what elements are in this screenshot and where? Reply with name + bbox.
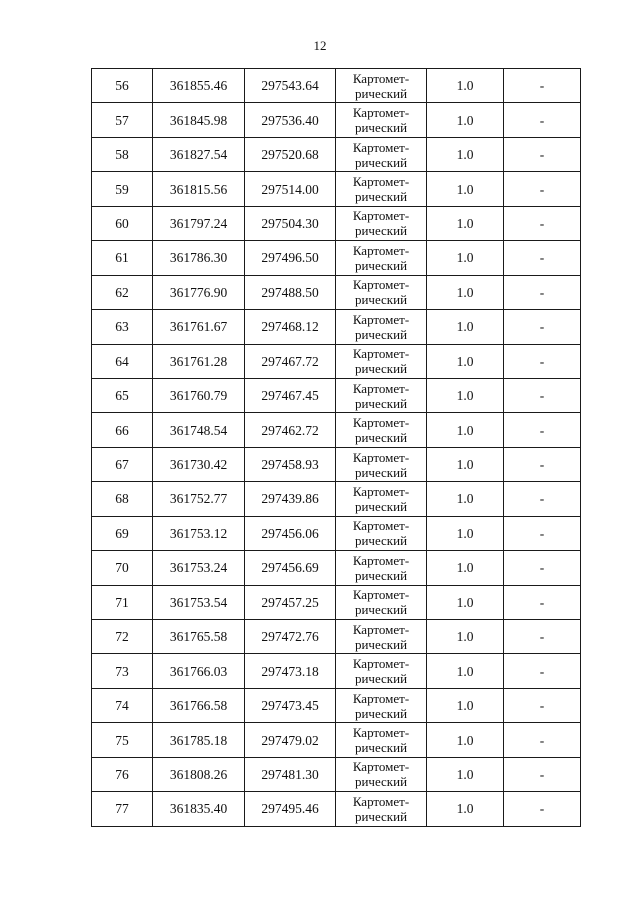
y-coordinate-cell: 297457.25 — [245, 585, 336, 619]
method-text-line: Картомет- — [352, 242, 410, 258]
note-cell: - — [504, 378, 581, 412]
x-coordinate-cell: 361753.24 — [153, 551, 245, 585]
x-coordinate-cell: 361815.56 — [153, 172, 245, 206]
y-coordinate-cell: 297481.30 — [245, 757, 336, 791]
x-coordinate-cell: 361845.98 — [153, 103, 245, 137]
table-row — [92, 688, 581, 722]
method-cell — [336, 482, 427, 516]
accuracy-cell: 1.0 — [427, 378, 504, 412]
x-coordinate-cell: 361730.42 — [153, 447, 245, 481]
method-text-line: рический — [354, 430, 408, 446]
method-text-line: рический — [354, 154, 408, 170]
table-row — [92, 516, 581, 550]
note-cell: - — [504, 310, 581, 344]
page-number: 12 — [313, 38, 327, 53]
point-number-cell: 72 — [92, 620, 153, 654]
note-cell: - — [504, 172, 581, 206]
y-coordinate-cell: 297458.93 — [245, 447, 336, 481]
note-cell: - — [504, 516, 581, 550]
method-cell — [336, 447, 427, 481]
note-cell: - — [504, 482, 581, 516]
y-coordinate-cell: 297467.72 — [245, 344, 336, 378]
accuracy-cell: 1.0 — [427, 585, 504, 619]
accuracy-cell: 1.0 — [427, 482, 504, 516]
table-row — [92, 310, 581, 344]
table-row — [92, 723, 581, 757]
accuracy-cell: 1.0 — [427, 447, 504, 481]
table-row — [92, 241, 581, 275]
method-cell — [336, 206, 427, 240]
note-cell: - — [504, 103, 581, 137]
y-coordinate-cell: 297468.12 — [245, 310, 336, 344]
accuracy-cell: 1.0 — [427, 620, 504, 654]
method-text-line: Картомет- — [352, 793, 410, 809]
method-text-line: рический — [354, 636, 408, 652]
table-row — [92, 654, 581, 688]
point-number-cell: 73 — [92, 654, 153, 688]
accuracy-cell: 1.0 — [427, 723, 504, 757]
y-coordinate-cell: 297520.68 — [245, 137, 336, 171]
method-text-line: рический — [354, 189, 408, 205]
x-coordinate-cell: 361753.54 — [153, 585, 245, 619]
x-coordinate-cell: 361785.18 — [153, 723, 245, 757]
table-row — [92, 482, 581, 516]
coordinates-table — [91, 68, 581, 827]
table-row — [92, 172, 581, 206]
method-text-line: Картомет- — [352, 656, 410, 672]
y-coordinate-cell: 297456.69 — [245, 551, 336, 585]
point-number-cell: 56 — [92, 69, 153, 103]
y-coordinate-cell: 297543.64 — [245, 69, 336, 103]
method-cell — [336, 241, 427, 275]
note-cell: - — [504, 413, 581, 447]
point-number-cell: 58 — [92, 137, 153, 171]
accuracy-cell: 1.0 — [427, 344, 504, 378]
table-row — [92, 620, 581, 654]
method-text-line: рический — [354, 774, 408, 790]
method-text-line: рический — [354, 705, 408, 721]
method-text-line: Картомет- — [352, 449, 410, 465]
method-cell — [336, 792, 427, 826]
note-cell: - — [504, 275, 581, 309]
method-text-line: рический — [354, 602, 408, 618]
method-text-line: Картомет- — [352, 174, 410, 190]
x-coordinate-cell: 361752.77 — [153, 482, 245, 516]
note-cell: - — [504, 344, 581, 378]
method-text-line: рический — [354, 223, 408, 239]
point-number-cell: 57 — [92, 103, 153, 137]
method-text-line: рический — [354, 292, 408, 308]
point-number-cell: 62 — [92, 275, 153, 309]
accuracy-cell: 1.0 — [427, 757, 504, 791]
point-number-cell: 59 — [92, 172, 153, 206]
note-cell: - — [504, 69, 581, 103]
x-coordinate-cell: 361766.03 — [153, 654, 245, 688]
point-number-cell: 64 — [92, 344, 153, 378]
method-text-line: Картомет- — [352, 518, 410, 534]
x-coordinate-cell: 361748.54 — [153, 413, 245, 447]
point-number-cell: 74 — [92, 688, 153, 722]
x-coordinate-cell: 361765.58 — [153, 620, 245, 654]
method-cell — [336, 378, 427, 412]
method-text-line: рический — [354, 533, 408, 549]
x-coordinate-cell: 361761.28 — [153, 344, 245, 378]
y-coordinate-cell: 297514.00 — [245, 172, 336, 206]
method-text-line: Картомет- — [352, 380, 410, 396]
method-text-line: рический — [354, 740, 408, 756]
y-coordinate-cell: 297456.06 — [245, 516, 336, 550]
method-cell — [336, 172, 427, 206]
note-cell: - — [504, 241, 581, 275]
table-row — [92, 792, 581, 826]
point-number-cell: 63 — [92, 310, 153, 344]
note-cell: - — [504, 447, 581, 481]
accuracy-cell: 1.0 — [427, 516, 504, 550]
point-number-cell: 71 — [92, 585, 153, 619]
method-text-line: Картомет- — [352, 208, 410, 224]
accuracy-cell: 1.0 — [427, 688, 504, 722]
method-cell — [336, 516, 427, 550]
accuracy-cell: 1.0 — [427, 69, 504, 103]
point-number-cell: 61 — [92, 241, 153, 275]
x-coordinate-cell: 361753.12 — [153, 516, 245, 550]
method-text-line: Картомет- — [352, 621, 410, 637]
note-cell: - — [504, 551, 581, 585]
method-cell — [336, 69, 427, 103]
method-cell — [336, 757, 427, 791]
note-cell: - — [504, 206, 581, 240]
accuracy-cell: 1.0 — [427, 172, 504, 206]
y-coordinate-cell: 297472.76 — [245, 620, 336, 654]
method-cell — [336, 620, 427, 654]
note-cell: - — [504, 688, 581, 722]
y-coordinate-cell: 297479.02 — [245, 723, 336, 757]
method-text-line: Картомет- — [352, 690, 410, 706]
x-coordinate-cell: 361808.26 — [153, 757, 245, 791]
table-row — [92, 275, 581, 309]
table-row — [92, 413, 581, 447]
x-coordinate-cell: 361766.58 — [153, 688, 245, 722]
method-text-line: Картомет- — [352, 277, 410, 293]
accuracy-cell: 1.0 — [427, 241, 504, 275]
point-number-cell: 76 — [92, 757, 153, 791]
method-cell — [336, 344, 427, 378]
point-number-cell: 69 — [92, 516, 153, 550]
method-text-line: Картомет- — [352, 483, 410, 499]
note-cell: - — [504, 757, 581, 791]
y-coordinate-cell: 297495.46 — [245, 792, 336, 826]
method-text-line: рический — [354, 326, 408, 342]
method-text-line: рический — [354, 671, 408, 687]
method-text-line: Картомет- — [352, 70, 410, 86]
method-text-line: рический — [354, 498, 408, 514]
table-row — [92, 206, 581, 240]
x-coordinate-cell: 361786.30 — [153, 241, 245, 275]
x-coordinate-cell: 361761.67 — [153, 310, 245, 344]
method-cell — [336, 310, 427, 344]
y-coordinate-cell: 297536.40 — [245, 103, 336, 137]
table-row — [92, 344, 581, 378]
accuracy-cell: 1.0 — [427, 654, 504, 688]
note-cell: - — [504, 792, 581, 826]
y-coordinate-cell: 297462.72 — [245, 413, 336, 447]
method-text-line: Картомет- — [352, 587, 410, 603]
table-row — [92, 757, 581, 791]
method-text-line: рический — [354, 464, 408, 480]
coordinates-table-body — [92, 69, 581, 827]
method-cell — [336, 551, 427, 585]
method-text-line: Картомет- — [352, 311, 410, 327]
accuracy-cell: 1.0 — [427, 275, 504, 309]
note-cell: - — [504, 137, 581, 171]
method-text-line: Картомет- — [352, 415, 410, 431]
method-cell — [336, 723, 427, 757]
table-row — [92, 378, 581, 412]
point-number-cell: 67 — [92, 447, 153, 481]
y-coordinate-cell: 297488.50 — [245, 275, 336, 309]
method-text-line: Картомет- — [352, 346, 410, 362]
x-coordinate-cell: 361827.54 — [153, 137, 245, 171]
x-coordinate-cell: 361760.79 — [153, 378, 245, 412]
method-cell — [336, 275, 427, 309]
method-text-line: Картомет- — [352, 105, 410, 121]
method-cell — [336, 585, 427, 619]
method-text-line: рический — [354, 361, 408, 377]
y-coordinate-cell: 297496.50 — [245, 241, 336, 275]
method-text-line: рический — [354, 808, 408, 824]
method-cell — [336, 688, 427, 722]
y-coordinate-cell: 297439.86 — [245, 482, 336, 516]
method-cell — [336, 654, 427, 688]
method-cell — [336, 413, 427, 447]
table-row — [92, 551, 581, 585]
point-number-cell: 68 — [92, 482, 153, 516]
x-coordinate-cell: 361835.40 — [153, 792, 245, 826]
x-coordinate-cell: 361776.90 — [153, 275, 245, 309]
method-text-line: рический — [354, 85, 408, 101]
method-text-line: рический — [354, 567, 408, 583]
y-coordinate-cell: 297473.45 — [245, 688, 336, 722]
accuracy-cell: 1.0 — [427, 137, 504, 171]
note-cell: - — [504, 620, 581, 654]
point-number-cell: 70 — [92, 551, 153, 585]
accuracy-cell: 1.0 — [427, 792, 504, 826]
accuracy-cell: 1.0 — [427, 310, 504, 344]
x-coordinate-cell: 361855.46 — [153, 69, 245, 103]
y-coordinate-cell: 297467.45 — [245, 378, 336, 412]
table-row — [92, 103, 581, 137]
accuracy-cell: 1.0 — [427, 206, 504, 240]
point-number-cell: 60 — [92, 206, 153, 240]
y-coordinate-cell: 297504.30 — [245, 206, 336, 240]
point-number-cell: 66 — [92, 413, 153, 447]
method-text-line: рический — [354, 395, 408, 411]
note-cell: - — [504, 654, 581, 688]
accuracy-cell: 1.0 — [427, 551, 504, 585]
accuracy-cell: 1.0 — [427, 103, 504, 137]
table-row — [92, 137, 581, 171]
method-text-line: Картомет- — [352, 139, 410, 155]
method-text-line: рический — [354, 257, 408, 273]
accuracy-cell: 1.0 — [427, 413, 504, 447]
point-number-cell: 77 — [92, 792, 153, 826]
point-number-cell: 65 — [92, 378, 153, 412]
method-cell — [336, 103, 427, 137]
table-row — [92, 69, 581, 103]
method-text-line: Картомет- — [352, 725, 410, 741]
table-row — [92, 585, 581, 619]
method-text-line: Картомет- — [352, 759, 410, 775]
x-coordinate-cell: 361797.24 — [153, 206, 245, 240]
method-text-line: рический — [354, 120, 408, 136]
y-coordinate-cell: 297473.18 — [245, 654, 336, 688]
table-row — [92, 447, 581, 481]
method-text-line: Картомет- — [352, 552, 410, 568]
point-number-cell: 75 — [92, 723, 153, 757]
note-cell: - — [504, 723, 581, 757]
method-cell — [336, 137, 427, 171]
note-cell: - — [504, 585, 581, 619]
